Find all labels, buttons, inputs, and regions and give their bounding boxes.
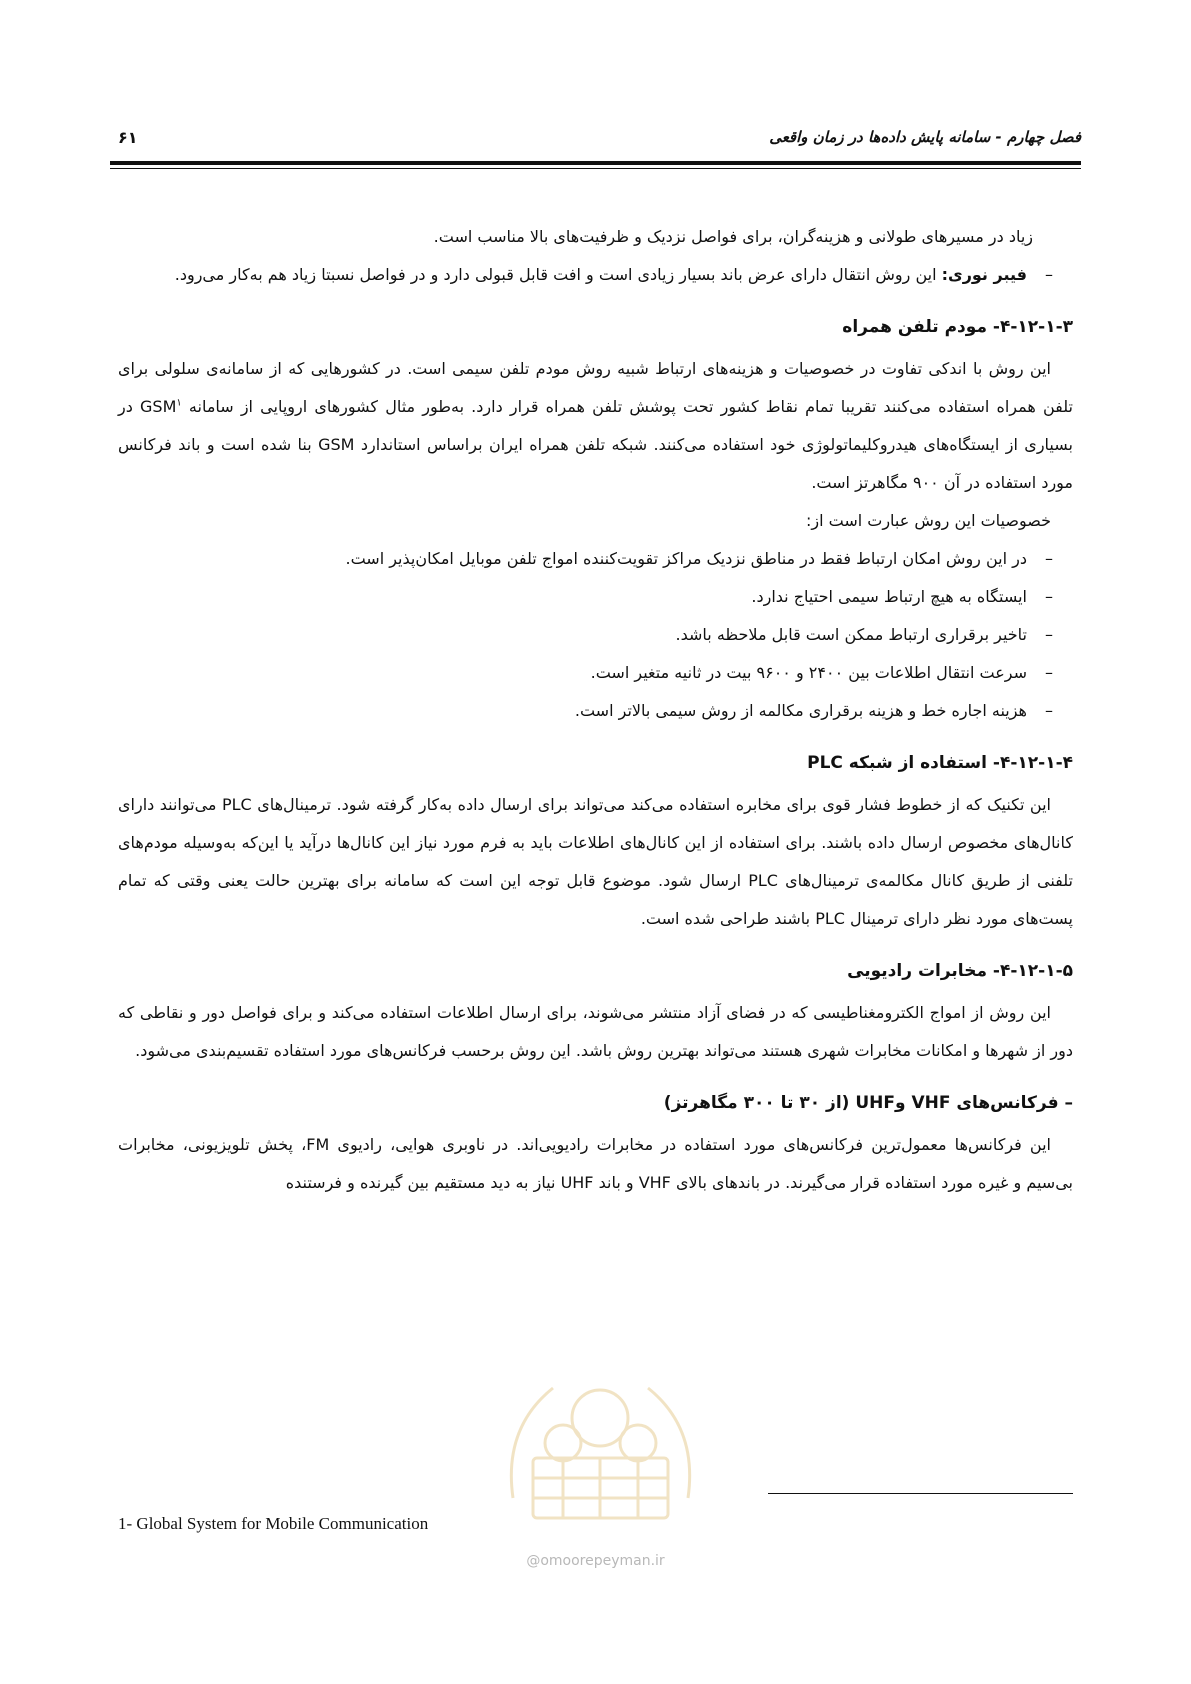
watermark-url-text: omoorepeyman.ir [540,1553,665,1569]
feature-item: – سرعت انتقال اطلاعات بین ۲۴۰۰ و ۹۶۰۰ بیت در ثانیه متغیر است. [118,654,1053,692]
page-number: ۶۱ [118,128,138,147]
feature-item: – هزینه اجاره خط و هزینه برقراری مکالمه از روش سیمی بالاتر است. [118,692,1053,730]
footnote-ref: ۱ [176,397,182,409]
watermark-seal-icon [493,1348,708,1538]
footnote-rule [768,1493,1073,1494]
page-content [118,218,1073,1202]
at-icon: @ [526,1553,541,1569]
header-rule-thin [110,168,1081,169]
footnote: 1- Global System for Mobile Communication [118,1514,429,1533]
paragraph-radio: این روش از امواج الکترومغناطیسی که در فضای آزاد منتشر می‌شوند، برای ارسال اطلاعات استفاده می‌کند و برای فواصل دور و نقاطی که دور از شهرها و امکانات مخابرات شهری هستند می‌تواند بهترین روش باشد. این روش برحسب فرکانس‌های مورد استفاده تقسیم‌بندی می‌شود. [118,1003,1073,1060]
feature-item: – ایستگاه به هیچ ارتباط سیمی احتیاج ندارد. [118,578,1053,616]
chapter-title: فصل چهارم - سامانه پایش داده‌ها در زمان واقعی [769,128,1081,146]
page-header [110,128,1081,158]
mobile-text-b: در بسیاری از ایستگاه‌های هیدروکلیماتولوژی خود استفاده می‌کنند. شبکه تلفن همراه ایران براساس استاندارد GSM بنا شده است و باند فرکانس مورد استفاده در آن ۹۰۰ مگاهرتز است. [118,397,1073,492]
paragraph-plc: این تکنیک که از خطوط فشار قوی برای مخابره استفاده می‌کند می‌تواند برای ارسال داده به‌کار گرفته شود. ترمینال‌های PLC می‌توانند دارای کانال‌های مخصوص ارسال داده باشند. برای استفاده از این کانال‌های اطلاعات باید به فرم مورد نیاز این کانال‌ها درآید یا این‌که به‌وسیله مودم‌های تلفنی از طریق کانال مکالمه‌ی ترمینال‌های PLC ارسال شود. موضوع قابل توجه این است که سامانه برای بهترین حالت یعنی وقتی که تمام پست‌های مورد نظر دارای ترمینال PLC باشند طراحی شده است. [118,795,1073,928]
fiber-label: فیبر نوری: [941,265,1027,284]
section-heading-radio: ۴-۱۲-۱-۵- مخابرات رادیویی [847,961,1073,981]
fiber-list [118,256,1073,294]
feature-item: – تاخیر برقراری ارتباط ممکن است قابل ملاحظه باشد. [118,616,1053,654]
section-heading-plc: ۴-۱۲-۱-۴- استفاده از شبکه PLC [807,753,1073,773]
intro-continuation: زیاد در مسیرهای طولانی و هزینه‌گران، برای فواصل نزدیک و ظرفیت‌های بالا مناسب است. [433,227,1033,246]
paragraph-vhf-uhf: این فرکانس‌ها معمول‌ترین فرکانس‌های مورد استفاده در مخابرات رادیویی‌اند. در ناوبری هوایی، رادیوی FM، پخش تلویزیونی، مخابرات بی‌سیم و غیره مورد استفاده قرار می‌گیرند. در باندهای بالای VHF و باند UHF نیاز به دید مستقیم بین گیرنده و فرستنده [118,1135,1073,1192]
features-intro: خصوصیات این روش عبارت است از: [805,511,1051,530]
fiber-item [118,256,1053,294]
header-rule-thick [110,161,1081,165]
features-list [118,540,1073,730]
mobile-text-a: این روش با اندکی تفاوت در خصوصیات و هزینه‌های ارتباط شبیه روش مودم تلفن سیمی است. در کشورهایی که از سامانه‌ی سلولی برای تلفن همراه استفاده می‌کنند تقریبا تمام نقاط کشور تحت پوشش تلفن همراه قرار دارد. به‌طور مثال کشورهای اروپایی از سامانه GSM [118,359,1074,416]
watermark-url [0,1553,1191,1569]
fiber-text: این روش انتقال دارای عرض باند بسیار زیادی است و افت قابل قبولی دارد و در فواصل نسبتا زیاد هم به‌کار می‌رود. [174,265,937,284]
feature-item: – در این روش امکان ارتباط فقط در مناطق نزدیک مراکز تقویت‌کننده امواج تلفن موبایل امکان‌پذیر است. [118,540,1053,578]
section-heading-mobile-modem: ۴-۱۲-۱-۳- مودم تلفن همراه [842,317,1073,337]
subheading-vhf-uhf: – فرکانس‌های VHF وUHF (از ۳۰ تا ۳۰۰ مگاهرتز) [663,1093,1073,1113]
paragraph-mobile-modem [118,350,1073,502]
